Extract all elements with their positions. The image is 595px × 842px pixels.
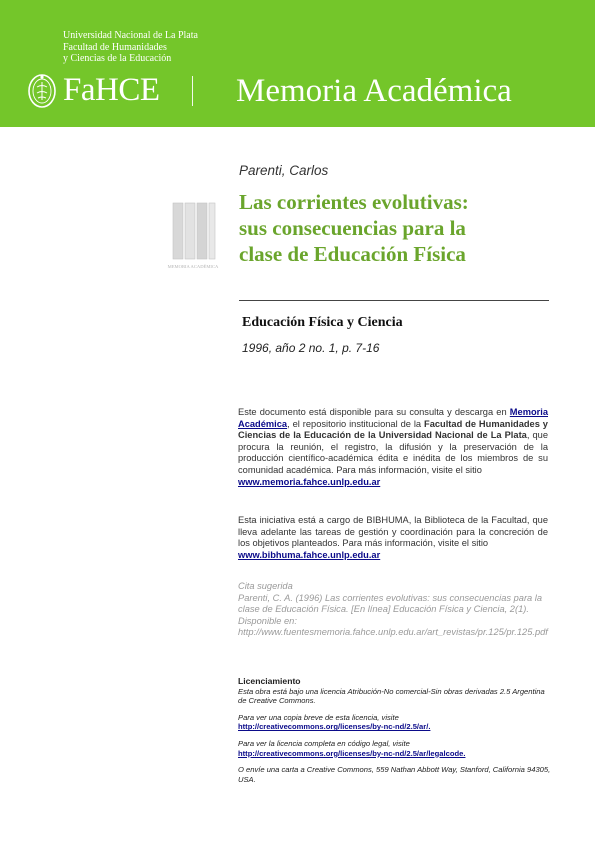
p1-text-a: Este documento está disponible para su consulta y descarga en (238, 407, 507, 417)
p1-text-c: , que procura la reunión, el registro, la difusión y la preservación de la producción científico-académica édita e inédita de los miembros de su comunidad académica. Para más información, visite el sitio (238, 430, 548, 475)
logo-caption: MEMORIA ACADÉMICA (167, 264, 219, 269)
bibhuma-url-link[interactable]: www.bibhuma.fahce.unlp.edu.ar (238, 549, 381, 560)
books-icon (164, 200, 224, 275)
faculty-line-1: Facultad de Humanidades (63, 41, 167, 53)
university-seal-icon (27, 73, 57, 109)
license-text-2: Para ver una copia breve de esta licencia, visite (238, 712, 399, 722)
license-section (238, 677, 553, 784)
bibhuma-description (238, 515, 548, 561)
suggested-citation (238, 581, 548, 639)
institution-lines (63, 30, 198, 65)
license-text-4: O envíe una carta a Creative Commons, 559 Nathan Abbott Way, Stanford, California 94305, USA. (238, 765, 551, 784)
university-line: Universidad Nacional de La Plata (63, 30, 198, 41)
p1-faculty-name: Facultad de Humanidades y Ciencias de la Educación de la Universidad Nacional de La Plata (238, 418, 548, 441)
publication-citation: 1996, año 2 no. 1, p. 7-16 (242, 341, 380, 355)
cita-text: Parenti, C. A. (1996) Las corrientes evolutivas: sus consecuencias para la clase de Educación Física. [En línea] Educación Física y Ciencia, 2(1). Disponible en: http://www.fuentesmemoria.fahce.unlp.edu.ar/art_revistas/pr.125/pr.125.pdf (238, 592, 548, 638)
title-line-3: clase de Educación Física (239, 242, 466, 266)
license-text-1: Esta obra está bajo una licencia Atribución-No comercial-Sin obras derivadas 2.5 Argentina de Creative Commons. (238, 686, 545, 706)
memoria-academica-link[interactable]: Memoria Académica (238, 407, 549, 429)
p1-text-b: , el repositorio institucional de la (287, 418, 422, 429)
title-line-2: sus consecuencias para la (239, 216, 466, 240)
fahce-brand: FaHCE (63, 72, 160, 108)
license-legalcode-link[interactable]: http://creativecommons.org/licenses/by-nc-nd/2.5/ar/legalcode. (238, 748, 466, 758)
repository-description (238, 407, 548, 488)
header-divider (192, 76, 193, 106)
repository-name: Memoria Académica (236, 73, 512, 109)
journal-name: Educación Física y Ciencia (242, 315, 403, 330)
license-heading: Licenciamiento (238, 676, 301, 686)
memoria-url-link[interactable]: www.memoria.fahce.unlp.edu.ar (238, 476, 381, 487)
document-title (239, 189, 559, 267)
title-divider (239, 300, 549, 301)
license-short-link[interactable]: http://creativecommons.org/licenses/by-nc-nd/2.5/ar/. (238, 722, 431, 732)
header-banner (0, 0, 595, 127)
license-text-3: Para ver la licencia completa en código legal, visite (238, 738, 410, 748)
faculty-line-2: y Ciencias de la Educación (63, 53, 172, 64)
cita-label: Cita sugerida (238, 581, 293, 591)
p2-text: Esta iniciativa está a cargo de BIBHUMA, la Biblioteca de la Facultad, que lleva adelante las tareas de gestión y coordinación para la concreción de los objetivos planteados. Para más información, visite el sitio (238, 515, 548, 549)
title-line-1: Las corrientes evolutivas: (239, 190, 469, 214)
author: Parenti, Carlos (239, 163, 329, 178)
